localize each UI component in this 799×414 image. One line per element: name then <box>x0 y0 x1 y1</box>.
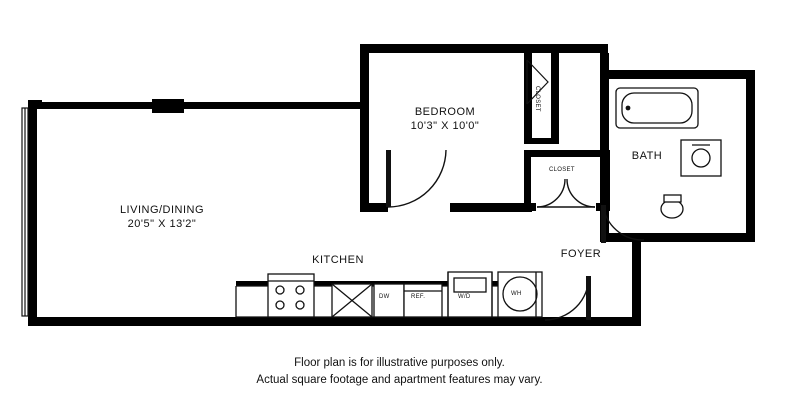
annotation-water-heater: WH <box>511 291 522 297</box>
room-name-bath: BATH <box>631 150 663 162</box>
room-name-foyer: FOYER <box>560 248 602 260</box>
bathroom-fixtures <box>616 88 721 218</box>
annotation-dishwasher: DW <box>379 294 390 300</box>
annotation-washer-dryer: W/D <box>458 294 471 300</box>
room-name-kitchen: KITCHEN <box>312 254 364 266</box>
room-dims-living-dining: 20'5" X 13'2" <box>127 218 197 230</box>
kitchen-fixtures <box>236 272 542 317</box>
disclaimer-line-2: Actual square footage and apartment features may vary. <box>256 374 543 386</box>
annotation-closet-hall: CLOSET <box>549 167 575 173</box>
room-name-bedroom: BEDROOM <box>414 106 476 118</box>
annotation-closet-bedroom: CLOSET <box>534 86 540 112</box>
annotation-refrigerator: REF. <box>411 294 426 300</box>
room-name-living-dining: LIVING/DINING <box>119 204 205 216</box>
disclaimer-line-1: Floor plan is for illustrative purposes only. <box>294 357 505 369</box>
room-dims-bedroom: 10'3" X 10'0" <box>410 120 480 132</box>
window-glazing <box>22 108 28 316</box>
